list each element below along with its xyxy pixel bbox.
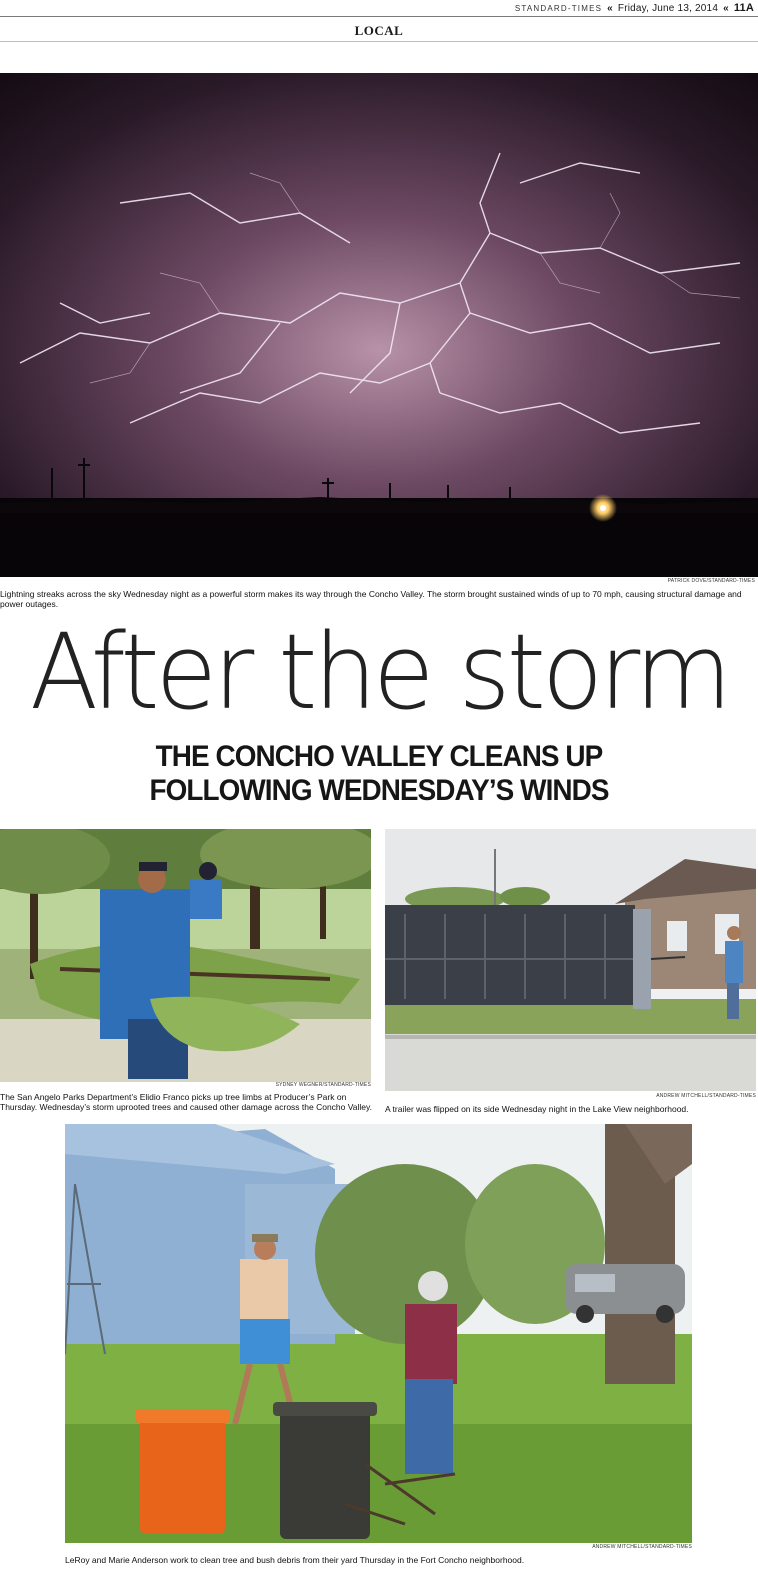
lightning-photo <box>0 73 758 577</box>
header-rule <box>0 16 758 17</box>
flipped-trailer-photo <box>385 829 756 1091</box>
left-photo-credit: SYDNEY WEGNER/STANDARD-TIMES <box>275 1082 371 1088</box>
main-photo-caption: Lightning streaks across the sky Wednesday night as a powerful storm makes its way through the Concho Valley. The storm brought sustained winds of up to 70 mph, causing structural damage and power outages. <box>0 589 742 609</box>
left-photo-caption: The San Angelo Parks Department’s Elidio Franco picks up tree limbs at Producer’s Park on Thursday. Wednesday’s storm uprooted trees and caused other damage across the Concho Valley. <box>0 1092 373 1112</box>
chevron-left-icon: « <box>607 3 613 14</box>
right-photo-caption: A trailer was flipped on its side Wednesday night in the Lake View neighborhood. <box>385 1104 689 1114</box>
deck-line-1: THE CONCHO VALLEY CLEANS UP <box>155 740 603 773</box>
parks-worker-photo <box>0 829 371 1082</box>
section-title: LOCAL <box>354 23 404 38</box>
paper-name: STANDARD-TIMES <box>514 4 603 13</box>
page-number: 11A <box>733 2 754 14</box>
chevron-left-icon: « <box>723 3 729 14</box>
yard-cleanup-photo <box>65 1124 692 1543</box>
right-photo-credit: ANDREW MITCHELL/STANDARD-TIMES <box>656 1093 756 1099</box>
issue-date: Friday, June 13, 2014 <box>617 3 719 14</box>
main-photo-credit: PATRICK DOVE/STANDARD-TIMES <box>667 578 755 584</box>
headline: After the storm <box>29 611 729 733</box>
deck-line-2: FOLLOWING WEDNESDAY’S WINDS <box>149 774 609 807</box>
bottom-photo-credit: ANDREW MITCHELL/STANDARD-TIMES <box>592 1544 692 1550</box>
page-header <box>0 0 758 18</box>
section-rule <box>0 41 758 42</box>
page-meta <box>515 2 754 14</box>
bottom-photo-caption: LeRoy and Marie Anderson work to clean tree and bush debris from their yard Thursday in the Fort Concho neighborhood. <box>65 1555 525 1565</box>
